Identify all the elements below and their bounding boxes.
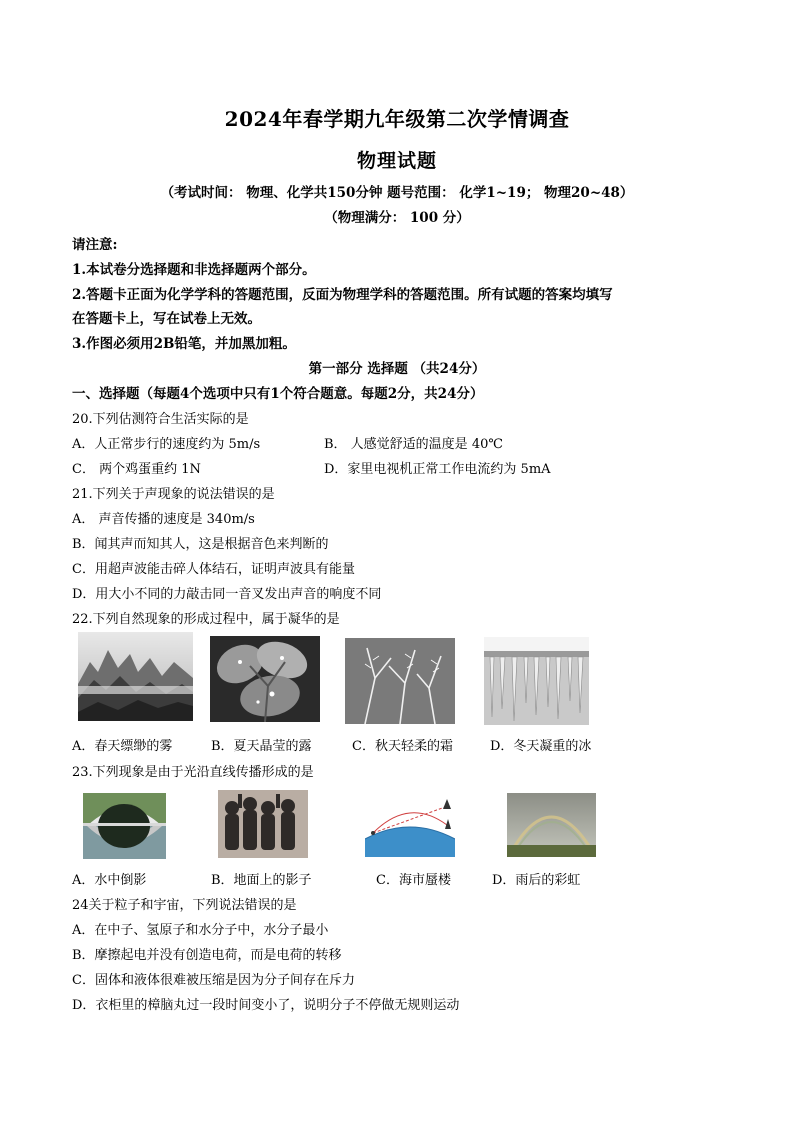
q21-stem: 21.下列关于声现象的说法错误的是 xyxy=(72,487,275,502)
rainbow-image xyxy=(507,793,596,857)
part1-heading: 第一部分 选择题 （共24分） xyxy=(308,361,486,377)
q22-option-b: B．夏天晶莹的露 xyxy=(211,739,312,754)
bridge-reflection-image xyxy=(83,793,166,859)
q22-stem: 22.下列自然现象的形成过程中，属于凝华的是 xyxy=(72,612,340,627)
q23-option-c: C．海市蜃楼 xyxy=(376,873,451,888)
mirage-image xyxy=(365,795,455,857)
q23-option-b: B．地面上的影子 xyxy=(211,873,312,888)
notice-item-2: 2.答题卡正面为化学学科的答题范围，反面为物理学科的答题范围。所有试题的答案均填写 xyxy=(72,287,613,303)
subject-title: 物理试题 xyxy=(356,150,437,172)
exam-info: （考试时间： 物理、化学共150分钟 题号范围： 化学1~19； 物理20~48） xyxy=(160,185,634,201)
page-title: 2024年春学期九年级第二次学情调查 xyxy=(224,107,570,131)
q24-option-c: C．固体和液体很难被压缩是因为分子间存在斥力 xyxy=(72,973,355,988)
q22-option-c: C．秋天轻柔的霜 xyxy=(352,739,453,754)
q22-option-d: D．冬天凝重的冰 xyxy=(490,739,592,754)
q21-option-a: A． 声音传播的速度是 340m/s xyxy=(72,512,255,527)
q20-stem: 20.下列估测符合生活实际的是 xyxy=(72,412,249,427)
ground-shadows-image xyxy=(218,790,308,858)
section-heading: 一、选择题（每题4个选项中只有1个符合题意。每题2分，共24分） xyxy=(72,386,484,402)
q24-option-a: A．在中子、氢原子和水分子中，水分子最小 xyxy=(72,923,329,938)
frost-image xyxy=(345,638,455,724)
ice-image xyxy=(484,637,589,725)
score-info: （物理满分： 100 分） xyxy=(324,210,470,226)
fog-image xyxy=(78,632,193,721)
notice-item-3: 3.作图必须用2B铅笔，并加黑加粗。 xyxy=(72,336,296,352)
q20-option-b: B． 人感觉舒适的温度是 40℃ xyxy=(324,437,503,452)
q22-option-a: A．春天缥缈的雾 xyxy=(72,739,173,754)
q20-option-a: A．人正常步行的速度约为 5m/s xyxy=(72,437,261,452)
q24-stem: 24关于粒子和宇宙，下列说法错误的是 xyxy=(72,898,297,913)
dew-image xyxy=(210,636,320,722)
notice-item-1: 1.本试卷分选择题和非选择题两个部分。 xyxy=(72,262,316,278)
q21-option-b: B．闻其声而知其人，这是根据音色来判断的 xyxy=(72,537,329,552)
notice-heading: 请注意: xyxy=(72,237,118,253)
q24-option-d: D．衣柜里的樟脑丸过一段时间变小了，说明分子不停做无规则运动 xyxy=(72,998,460,1013)
q24-option-b: B．摩擦起电并没有创造电荷，而是电荷的转移 xyxy=(72,948,342,963)
notice-item-2-cont: 在答题卡上，写在试卷上无效。 xyxy=(72,311,261,327)
q23-option-d: D．雨后的彩虹 xyxy=(492,873,581,888)
q23-option-a: A．水中倒影 xyxy=(72,873,147,888)
q21-option-c: C．用超声波能击碎人体结石，证明声波具有能量 xyxy=(72,562,355,577)
q20-option-c: C． 两个鸡蛋重约 1N xyxy=(72,462,201,477)
q23-stem: 23.下列现象是由于光沿直线传播形成的是 xyxy=(72,765,314,780)
q21-option-d: D．用大小不同的力敲击同一音叉发出声音的响度不同 xyxy=(72,587,382,602)
q20-option-d: D．家里电视机正常工作电流约为 5mA xyxy=(324,462,551,477)
